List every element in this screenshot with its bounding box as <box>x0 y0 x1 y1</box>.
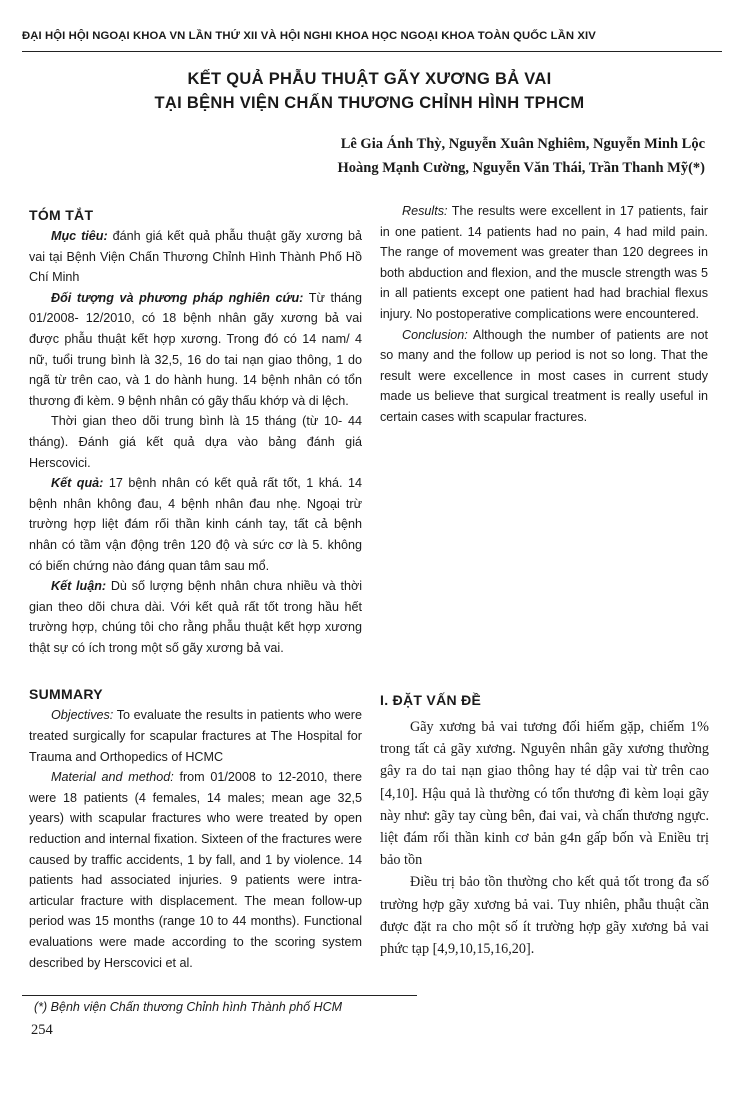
method-text: from 01/2008 to 12-2010, there were 18 patients (4 females, 14 males; mean age 32,5 years) with scapular fractures who were treated by open reduction and internal fixation. Sixteen of the fractures were caused by traffic accidents, 1 by fall, and 1 by violence. 14 patients had associated injuries. 9 patients were intra- articular fracture with displacement. The mean follow-up period was 15 months (range 10 to 44 months). Functional evaluations were made according to the scoring system described by Herscovici et al. <box>29 770 362 970</box>
doi-tuong-label: Đối tượng và phương pháp nghiên cứu: <box>51 290 304 305</box>
results-text: The results were excellent in 17 patients, fair in one patient. 14 patients had no pain, 4 had mild pain. The range of movement was greater than 120 degrees in both abduction and flexion, and the muscle strength was 5 in all patients except one patient had had brachial flexus injury. No postoperative complications were encountered. <box>380 204 708 321</box>
ket-qua-text: 17 bệnh nhân có kết quả rất tốt, 1 khá. 14 bệnh nhân không đau, 4 bệnh nhân đau nhẹ. Ngoại trừ trường hợp liệt đám rối thần kinh cánh tay, tất cả bệnh nhân có tầm vận động trên 120 độ và sức cơ là 5. không có biến chứng nào đáng quan tâm sau mổ. <box>29 476 363 573</box>
method-paragraph <box>29 767 362 973</box>
section-1-heading: I. ĐẶT VẤN ĐỀ <box>380 692 482 708</box>
method-label: Material and method: <box>51 770 174 785</box>
ket-luan-paragraph <box>29 576 362 658</box>
results-label: Results: <box>402 204 448 218</box>
page-number: 254 <box>31 1022 53 1038</box>
ket-qua-paragraph <box>29 473 362 576</box>
conclusion-paragraph <box>380 325 708 428</box>
ket-qua-label: Kết quả: <box>51 476 104 491</box>
footnote-rule <box>22 995 417 996</box>
conclusion-label: Conclusion: <box>402 327 468 342</box>
muc-tieu-label: Mục tiêu: <box>51 229 108 243</box>
conclusion-text: Although the number of patients are not so many and the follow up period is not so long. That the result were excellence in most cases in current study made us believe that surgical treatment is really useful in certain cases with scapular fractures. <box>380 327 708 424</box>
running-head: ĐẠI HỘI HỘI NGOẠI KHOA VN LẦN THỨ XII VÀ HỘI NGHI KHOA HỌC NGOẠI KHOA TOÀN QUỐC LẦN XIV <box>22 30 596 42</box>
left-column <box>29 201 362 973</box>
section-1-paragraph-2: Điều trị bảo tồn thường cho kết quả tốt trong đa số trường hợp gãy xương bả vai. Tuy nhiên, phẫu thuật cần được đặt ra cho một số ít trường hợp gãy xương bả vai phức tạp [4,9,10,15,16,20]. <box>380 874 709 958</box>
objectives-paragraph <box>29 705 362 767</box>
objectives-label: Objectives: <box>51 708 114 723</box>
muc-tieu-text: đánh giá kết quả phẫu thuật gãy xương bả vai tại Bệnh Viện Chấn Thương Chỉnh Hình Thành Phố Hồ Chí Minh <box>29 229 362 285</box>
results-paragraph <box>380 201 708 325</box>
ket-luan-label: Kết luận: <box>51 579 107 594</box>
authors-line-2: Hoàng Mạnh Cường, Nguyễn Văn Thái, Trần Thanh Mỹ(*) <box>337 160 705 176</box>
header-rule <box>22 51 722 52</box>
authors-line-1: Lê Gia Ánh Thỳ, Nguyễn Xuân Nghiêm, Nguyễn Minh Lộc <box>340 136 705 152</box>
muc-tieu-paragraph <box>29 226 362 288</box>
ket-luan-text: Dù số lượng bệnh nhân chưa nhiều và thời gian theo dõi chưa dài. Với kết quả rất tốt trong hầu hết trường hợp, chúng tôi cho rằng phẫu thuật kết hợp xương thật sự có ích trong một số gãy xương bả vai. <box>29 579 363 655</box>
objectives-text: To evaluate the results in patients who were treated surgically for scapular fractures at The Hospital for Trauma and Orthopedics of HCMC <box>29 708 362 764</box>
doi-tuong-paragraph <box>29 288 362 412</box>
footnote: (*) Bệnh viện Chấn thương Chỉnh hình Thành phố HCM <box>34 1000 343 1014</box>
thoi-gian-paragraph: Thời gian theo dõi trung bình là 15 tháng (từ 10- 44 tháng). Đánh giá kết quả dựa vào bảng đánh giá Herscovici. <box>29 414 362 470</box>
paper-title-line-1: KẾT QUẢ PHẪU THUẬT GÃY XƯƠNG BẢ VAI <box>187 70 552 88</box>
section-1-body <box>380 716 709 988</box>
doi-tuong-text: Từ tháng 01/2008- 12/2010, có 18 bệnh nhân gãy xương bả vai được phẫu thuật kết hợp xương. Trong đó có 14 nam/ 4 nữ, tuổi trung bình là 32,5, 16 do tai nạn giao thông, 1 do ngã từ trên cao, và 1 do hành hung. 14 bệnh nhân có tổn thương đi kèm. 9 bệnh nhân có gãy thấu khớp và di lệch. <box>29 290 362 408</box>
section-1-paragraph-1: Gãy xương bả vai tương đối hiếm gặp, chiếm 1% trong tất cả gãy xương. Nguyên nhân gãy xương thường gây ra do tai nạn giao thông hay té dập vai từ trên cao [4,10]. Hậu quả là thường có tổn thương đi kèm loại gãy này như: gãy tay cùng bên, đai vai, và chấn thương ngực. liệt đám rối thần kinh cơ bản g4n gấp bốn và Eniều trị bảo tồn <box>380 719 709 869</box>
tom-tat-heading: TÓM TẮT <box>29 207 94 223</box>
paper-title-line-2: TẠI BỆNH VIỆN CHẤN THƯƠNG CHỈNH HÌNH TPHCM <box>154 94 585 112</box>
summary-heading: SUMMARY <box>29 686 103 703</box>
right-column <box>380 201 708 686</box>
